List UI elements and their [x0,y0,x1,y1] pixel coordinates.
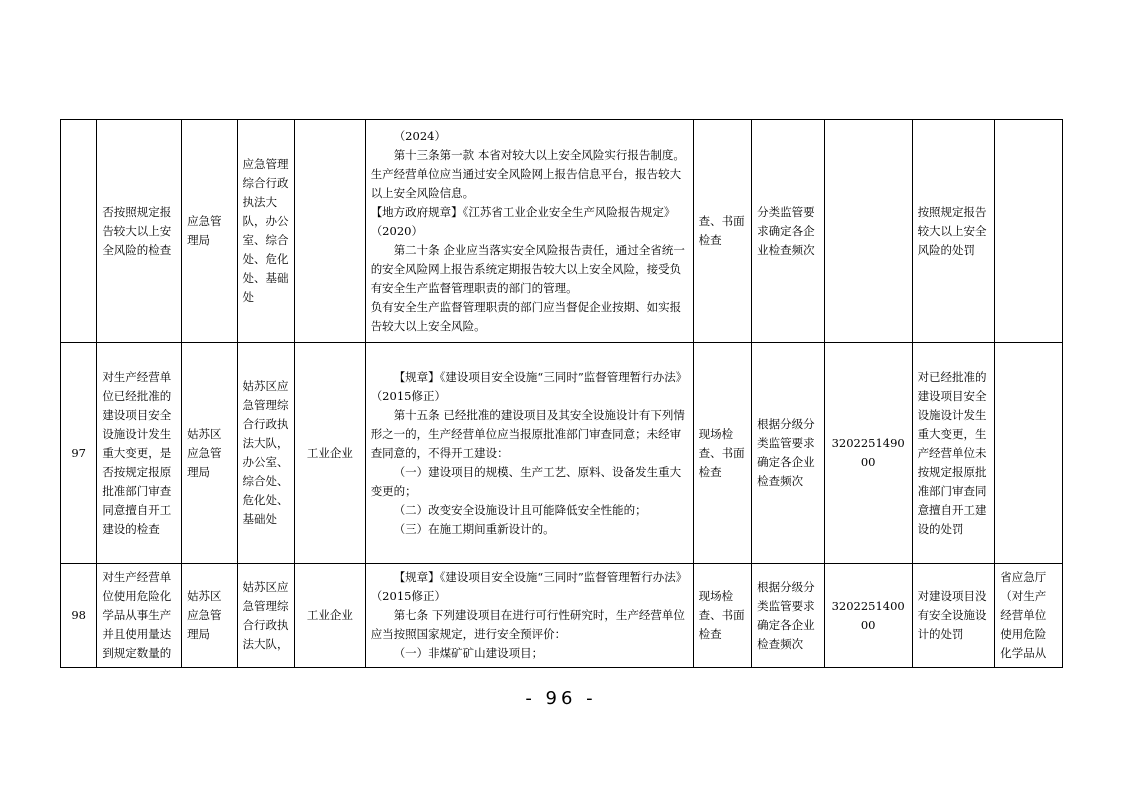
basis-paragraph: 第七条 下列建设项目在进行可行性研究时，生产经营单位应当按照国家规定，进行安全预评价： [370,608,685,641]
basis-paragraph: （2024） [393,128,446,143]
basis-paragraph: 【规章】《建设项目安全设施“三同时”监督管理暂行办法》（2015修正） [370,570,688,603]
table-row [61,343,1063,564]
executing-office: 姑苏区应急管理综合行政执法大队，办公室、综合处、危化处、基础处 [237,343,295,564]
legal-basis [365,120,693,343]
row-number: 97 [61,343,97,564]
basis-paragraph: 【地方政府规章】《江苏省工业企业安全生产风险报告规定》（2020） [370,204,676,238]
remarks [995,343,1063,564]
table-row [61,120,1063,343]
basis-paragraph: （三）在施工期间重新设计的。 [393,521,555,536]
inspection-object: 工业企业 [295,343,366,564]
inspection-frequency: 根据分级分类监管要求确定各企业检查频次 [752,343,825,564]
inspection-frequency: 根据分级分类监管要求确定各企业检查频次 [752,564,825,668]
table-row [61,564,1063,668]
basis-paragraph: 第十三条第一款 本省对较大以上安全风险实行报告制度。生产经营单位应当通过安全风险网上报告信息平台，报告较大以上安全风险信息。 [370,147,685,200]
basis-paragraph: 第十五条 已经批准的建设项目及其安全设施设计有下列情形之一的，生产经营单位应当报原批准部门审查同意；未经审查同意的，不得开工建设： [370,407,685,460]
remarks: 省应急厅（对生产经营单位使用危险化学品从 [995,564,1063,668]
inspection-item: 对生产经营单位使用危险化学品从事生产并且使用量达到规定数量的 [97,564,182,668]
inspection-object: 工业企业 [295,564,366,668]
basis-paragraph: 负有安全生产监督管理职责的部门应当督促企业按期、如实报告较大以上安全风险。 [370,299,682,333]
inspection-object [295,120,366,343]
executing-office: 姑苏区应急管理综合行政执法大队， [237,564,295,668]
responsible-department: 应急管理局 [182,120,237,343]
penalty-item: 对建设项目没有安全设施设计的处罚 [912,564,995,668]
basis-paragraph: 【规章】《建设项目安全设施“三同时”监督管理暂行办法》（2015修正） [370,369,688,403]
inspection-item: 对生产经营单位已经批准的建设项目安全设施设计发生重大变更，是否按规定报原批准部门审查同意擅自开工建设的检查 [97,343,182,564]
item-code: 320225140000 [824,564,912,668]
penalty-item: 对已经批准的建设项目安全设施设计发生重大变更，生产经营单位未按规定报原批准部门审查同意擅自开工建设的处罚 [912,343,995,564]
basis-paragraph: （二）改变安全设施设计且可能降低安全性能的； [393,502,647,517]
inspection-method: 现场检查、书面检查 [693,564,752,668]
basis-paragraph: 第二十条 企业应当落实安全风险报告责任，通过全省统一的安全风险网上报告系统定期报告较大以上安全风险，接受负有安全生产监督管理职责的部门的管理。 [370,242,685,295]
responsible-department: 姑苏区应急管理局 [182,564,237,668]
row-number: 98 [61,564,97,668]
basis-paragraph: （一）建设项目的规模、生产工艺、原料、设备发生重大变更的； [370,464,682,498]
inspection-method: 查、书面检查 [693,120,752,343]
page-number: - 96 - [525,688,597,709]
legal-basis [365,343,693,564]
responsible-department: 姑苏区应急管理局 [182,343,237,564]
item-code [824,120,912,343]
inspection-frequency: 分类监管要求确定各企业检查频次 [752,120,825,343]
inspection-method: 现场检查、书面检查 [693,343,752,564]
executing-office: 应急管理综合行政执法大队，办公室、综合处、危化处、基础处 [237,120,295,343]
basis-paragraph: （一）非煤矿矿山建设项目； [393,646,544,660]
penalty-item: 按照规定报告较大以上安全风险的处罚 [912,120,995,343]
legal-basis [365,564,693,668]
remarks [995,120,1063,343]
row-number [61,120,97,343]
inspection-table [60,119,1063,668]
item-code: 320225149000 [824,343,912,564]
inspection-item: 否按照规定报告较大以上安全风险的检查 [97,120,182,343]
